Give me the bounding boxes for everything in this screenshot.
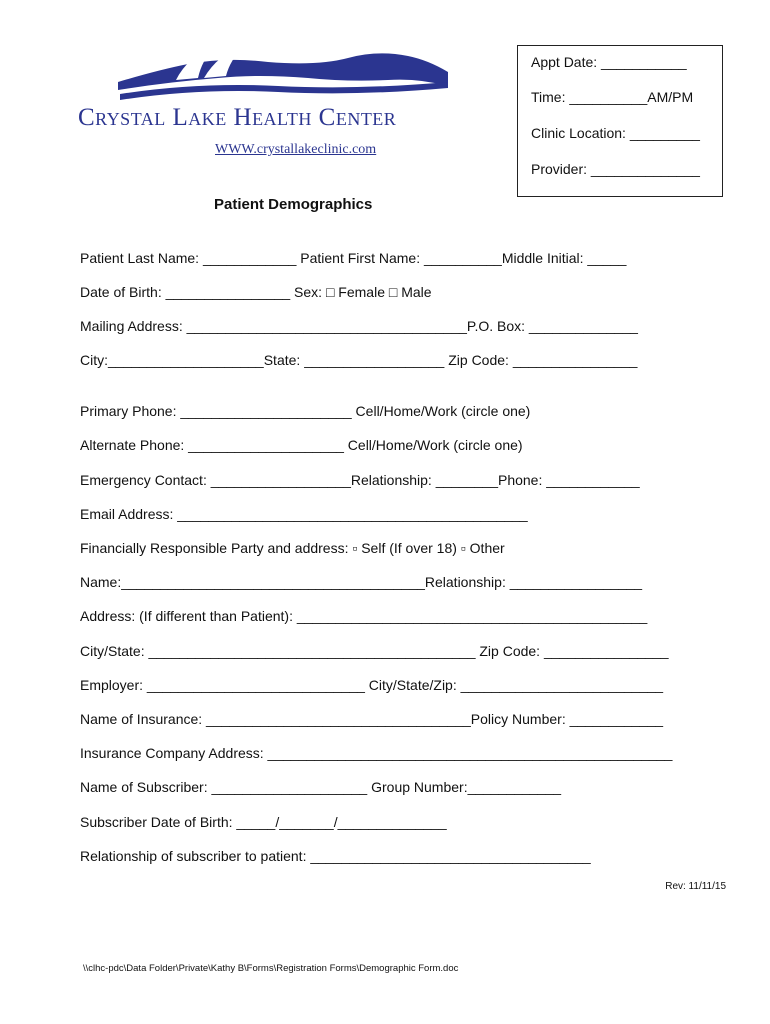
emergency-contact-row[interactable]: Emergency Contact: __________________Relationship: ________Phone: ____________ [80, 472, 640, 488]
alternate-phone-row[interactable]: Alternate Phone: ____________________ Cell/Home/Work (circle one) [80, 437, 523, 453]
clinic-name: Crystal Lake Health Center [78, 104, 397, 131]
insurance-address-row[interactable]: Insurance Company Address: ____________________________________________________ [80, 745, 673, 761]
clinic-logo [78, 42, 488, 132]
form-title: Patient Demographics [214, 196, 373, 213]
primary-phone-row[interactable]: Primary Phone: ______________________ Cell/Home/Work (circle one) [80, 403, 531, 419]
revision-date: Rev: 11/11/15 [665, 881, 726, 892]
clinic-website-link[interactable]: WWW.crystallakeclinic.com [215, 142, 377, 157]
appt-date-field[interactable]: Appt Date: ___________ [531, 54, 687, 70]
dob-sex-row[interactable]: Date of Birth: ________________ Sex: □ Female □ Male [80, 284, 432, 300]
responsible-party-row[interactable]: Financially Responsible Party and address: ▫ Self (If over 18) ▫ Other [80, 540, 505, 556]
subscriber-row[interactable]: Name of Subscriber: ____________________ Group Number:____________ [80, 779, 562, 795]
subscriber-dob-row[interactable]: Subscriber Date of Birth: _____/_______/______________ [80, 814, 447, 830]
email-row[interactable]: Email Address: _____________________________________________ [80, 506, 528, 522]
party-address-row[interactable]: Address: (If different than Patient): _____________________________________________ [80, 608, 648, 624]
mailing-address-row[interactable]: Mailing Address: ____________________________________P.O. Box: ______________ [80, 318, 638, 334]
city-state-zip-row[interactable]: City:____________________State: __________________ Zip Code: ________________ [80, 352, 638, 368]
party-city-zip-row[interactable]: City/State: __________________________________________ Zip Code: ________________ [80, 643, 669, 659]
mountain-birds-logo-icon [118, 42, 448, 104]
provider-field[interactable]: Provider: ______________ [531, 161, 700, 177]
appt-time-field[interactable]: Time: __________AM/PM [531, 89, 694, 105]
clinic-location-field[interactable]: Clinic Location: _________ [531, 125, 700, 141]
appointment-box [517, 45, 723, 197]
file-path-footer: \\clhc-pdc\Data Folder\Private\Kathy B\Forms\Registration Forms\Demographic Form.doc [83, 963, 459, 974]
patient-name-row[interactable]: Patient Last Name: ____________ Patient First Name: __________Middle Initial: _____ [80, 250, 627, 266]
insurance-name-row[interactable]: Name of Insurance: __________________________________Policy Number: ____________ [80, 711, 664, 727]
employer-row[interactable]: Employer: ____________________________ City/State/Zip: __________________________ [80, 677, 664, 693]
party-name-row[interactable]: Name:_______________________________________Relationship: _________________ [80, 574, 643, 590]
subscriber-relationship-row[interactable]: Relationship of subscriber to patient: ____________________________________ [80, 848, 591, 864]
